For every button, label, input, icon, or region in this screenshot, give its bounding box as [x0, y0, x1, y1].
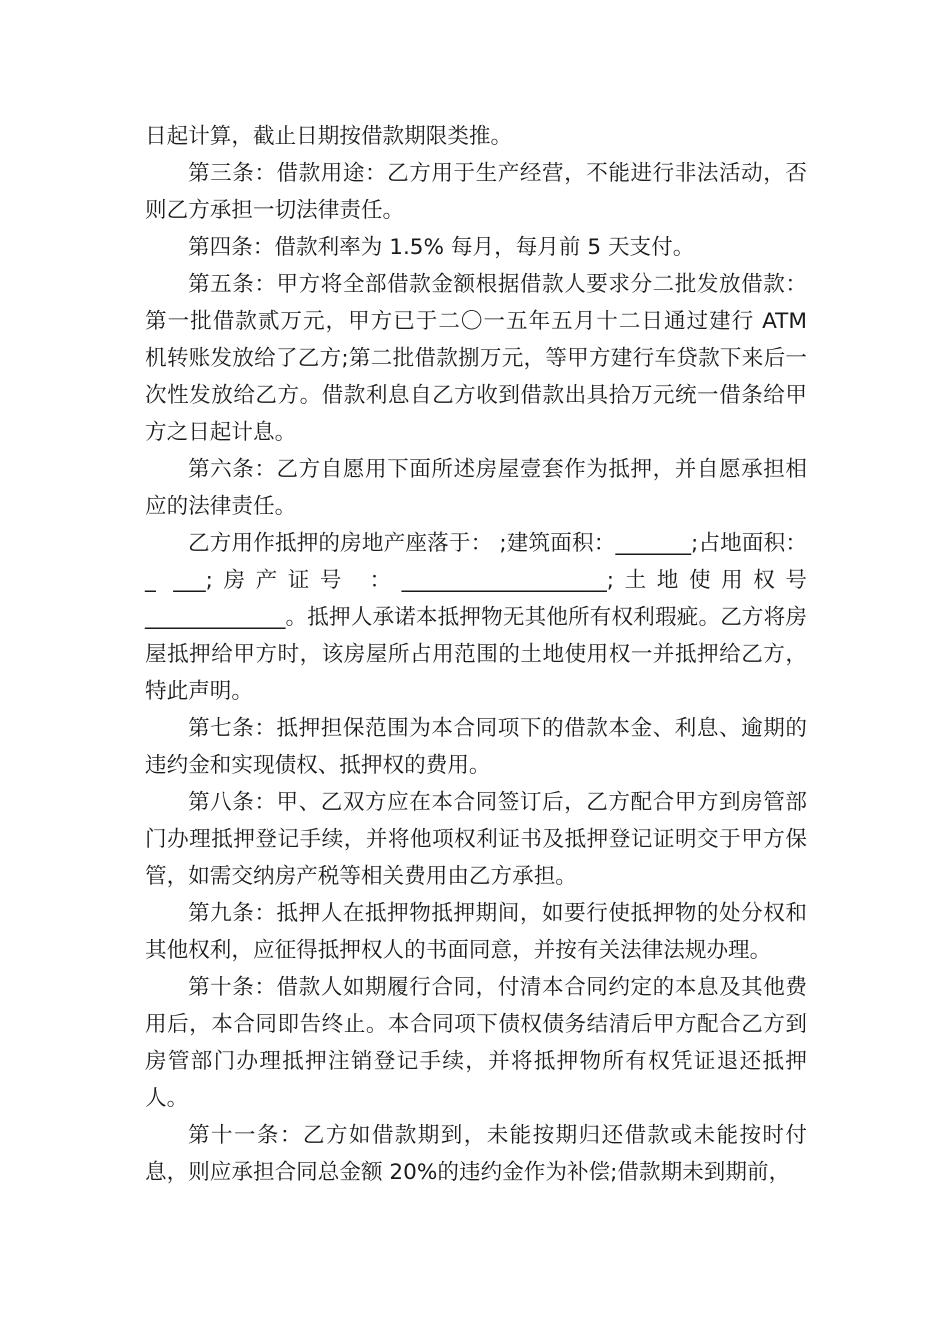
paragraph-property-details: 乙方用作抵押的房地产座落于： ;建筑面积：_______;占地面积：_ ___;房产证号 ：___________________;土地使用权号_____________。抵押人承诺本抵押物无其他所有权利瑕疵。乙方将房屋抵押给甲方时，该房屋所占用范围的土地使用权一并抵押给乙方，特此声明。 — [145, 531, 807, 704]
paragraph-article-6: 第六条：乙方自愿用下面所述房屋壹套作为抵押，并自愿承担相应的法律责任。 — [145, 457, 807, 519]
paragraph-article-3: 第三条：借款用途：乙方用于生产经营，不能进行非法活动，否则乙方承担一切法律责任。 — [145, 161, 807, 223]
paragraph-article-8: 第八条：甲、乙双方应在本合同签订后，乙方配合甲方到房管部门办理抵押登记手续，并将他项权利证书及抵押登记证明交于甲方保管，如需交纳房产税等相关费用由乙方承担。 — [145, 790, 807, 889]
paragraph-article-11: 第十一条：乙方如借款期到，未能按期归还借款或未能按时付息，则应承担合同总金额 20%的违约金作为补偿;借款期未到期前， — [145, 1123, 807, 1185]
paragraph-article-10: 第十条：借款人如期履行合同，付清本合同约定的本息及其他费用后，本合同即告终止。本合同项下债权债务结清后甲方配合乙方到房管部门办理抵押注销登记手续，并将抵押物所有权凭证退还抵押人。 — [145, 975, 807, 1111]
paragraph-article-7: 第七条：抵押担保范围为本合同项下的借款本金、利息、逾期的违约金和实现债权、抵押权的费用。 — [145, 716, 807, 778]
paragraph-article-4: 第四条：借款利率为 1.5% 每月，每月前 5 天支付。 — [188, 235, 695, 260]
document-body — [145, 118, 807, 1191]
paragraph-1: 日起计算，截止日期按借款期限类推。 — [145, 124, 513, 149]
paragraph-article-9: 第九条：抵押人在抵押物抵押期间，如要行使抵押物的处分权和其他权利，应征得抵押权人的书面同意，并按有关法律法规办理。 — [145, 901, 807, 963]
paragraph-article-5: 第五条：甲方将全部借款金额根据借款人要求分二批发放借款：第一批借款贰万元，甲方已于二〇一五年五月十二日通过建行 ATM 机转账发放给了乙方;第二批借款捌万元，等甲方建行车贷款下来后一次性发放给乙方。借款利息自乙方收到借款出具拾万元统一借条给甲方之日起计息。 — [145, 272, 807, 445]
